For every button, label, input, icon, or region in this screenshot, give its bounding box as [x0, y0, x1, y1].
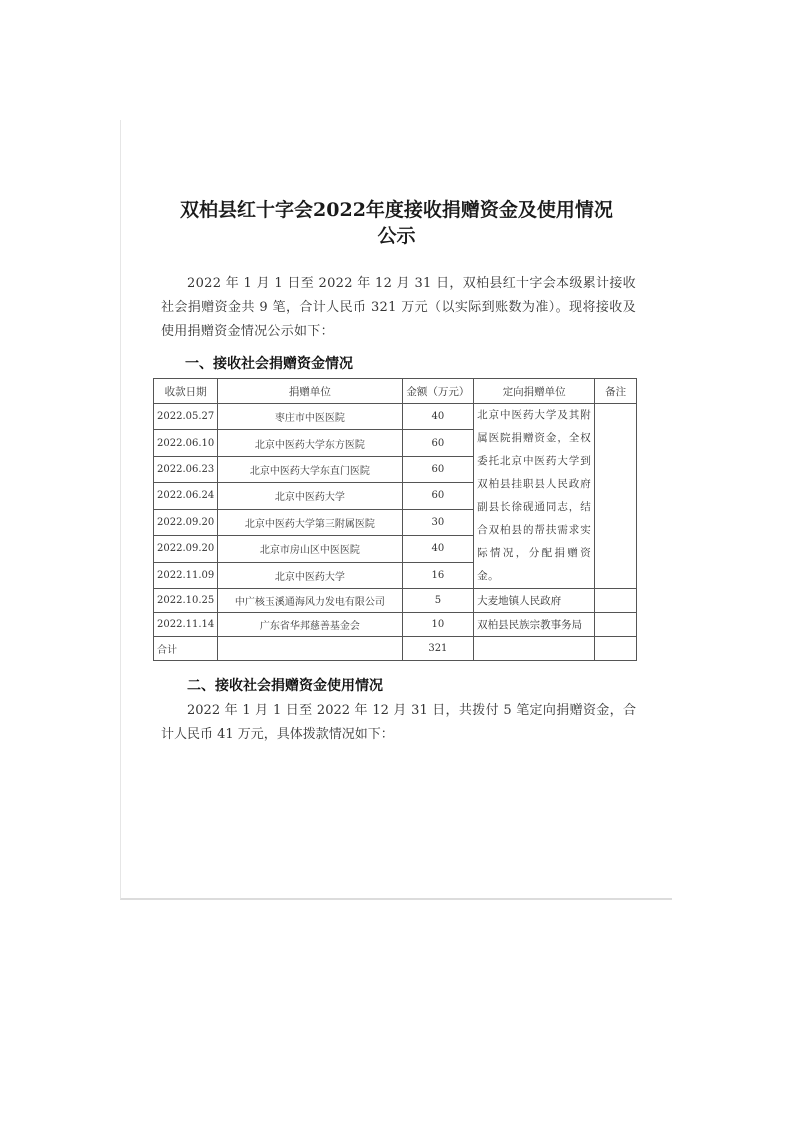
section1-heading: 一、接收社会捐赠资金情况	[185, 356, 353, 372]
row-donor: 北京中医药大学	[218, 483, 402, 509]
header-directed: 定向捐赠单位	[474, 379, 595, 404]
intro-paragraph: 2022 年 1 月 1 日至 2022 年 12 月 31 日，双柏县红十字会本级累计接收社会捐赠资金共 9 笔，合计人民币 321 万元（以实际到账数为准）。现将接收及使用捐赠资金情况公示如下：	[161, 276, 636, 339]
table-header-row	[154, 379, 637, 404]
section2-heading: 二、接收社会捐赠资金使用情况	[187, 678, 383, 694]
row-remark	[595, 613, 637, 637]
total-amount: 321	[402, 637, 474, 661]
row-donor: 北京中医药大学东直门医院	[218, 456, 402, 482]
row-amount: 10	[402, 613, 474, 637]
row-donor: 广东省华邦慈善基金会	[218, 613, 402, 637]
header-amount: 金额（万元）	[402, 379, 474, 404]
total-directed-empty	[474, 637, 595, 661]
row-amount: 16	[402, 562, 474, 588]
row-amount: 40	[402, 404, 474, 430]
total-label: 合计	[154, 637, 218, 661]
row-amount: 5	[402, 589, 474, 613]
row-date: 2022.09.20	[154, 536, 218, 562]
row-date: 2022.06.23	[154, 456, 218, 482]
row-date: 2022.11.14	[154, 613, 218, 637]
row-amount: 60	[402, 456, 474, 482]
row-amount: 30	[402, 509, 474, 535]
row-amount: 40	[402, 536, 474, 562]
row-donor: 北京中医药大学第三附属医院	[218, 509, 402, 535]
row-amount: 60	[402, 430, 474, 456]
total-donor-empty	[218, 637, 402, 661]
document-title-line2: 公示	[377, 225, 416, 247]
section2-paragraph: 2022 年 1 月 1 日至 2022 年 12 月 31 日，共拨付 5 笔定向捐赠资金，合计人民币 41 万元，具体拨款情况如下：	[161, 703, 636, 742]
row-date: 2022.06.24	[154, 483, 218, 509]
document-title: 双柏县红十字会2022年度接收捐赠资金及使用情况	[180, 199, 613, 221]
total-remark-empty	[595, 637, 637, 661]
directed-merged-cell: 北京中医药大学及其附属医院捐赠资金，全权委托北京中医药大学到双柏县挂职县人民政府副县长徐砚通同志，结合双柏县的帮扶需求实际情况，分配捐赠资金。	[474, 404, 595, 589]
row-directed: 双柏县民族宗教事务局	[474, 613, 595, 637]
header-remark: 备注	[595, 379, 637, 404]
remark-merged-cell	[595, 404, 637, 589]
row-date: 2022.09.20	[154, 509, 218, 535]
header-donor: 捐赠单位	[218, 379, 402, 404]
row-directed: 大麦地镇人民政府	[474, 589, 595, 613]
header-date: 收款日期	[154, 379, 218, 404]
row-date: 2022.06.10	[154, 430, 218, 456]
row-amount: 60	[402, 483, 474, 509]
table-row	[154, 613, 637, 637]
row-donor: 北京市房山区中医医院	[218, 536, 402, 562]
row-donor: 北京中医药大学东方医院	[218, 430, 402, 456]
row-date: 2022.05.27	[154, 404, 218, 430]
row-donor: 枣庄市中医医院	[218, 404, 402, 430]
table-row	[154, 404, 637, 430]
row-date: 2022.11.09	[154, 562, 218, 588]
row-donor: 北京中医药大学	[218, 562, 402, 588]
row-donor: 中广核玉溪通海风力发电有限公司	[218, 589, 402, 613]
donation-table	[153, 378, 637, 661]
row-remark	[595, 589, 637, 613]
table-total-row	[154, 637, 637, 661]
row-date: 2022.10.25	[154, 589, 218, 613]
table-row	[154, 589, 637, 613]
